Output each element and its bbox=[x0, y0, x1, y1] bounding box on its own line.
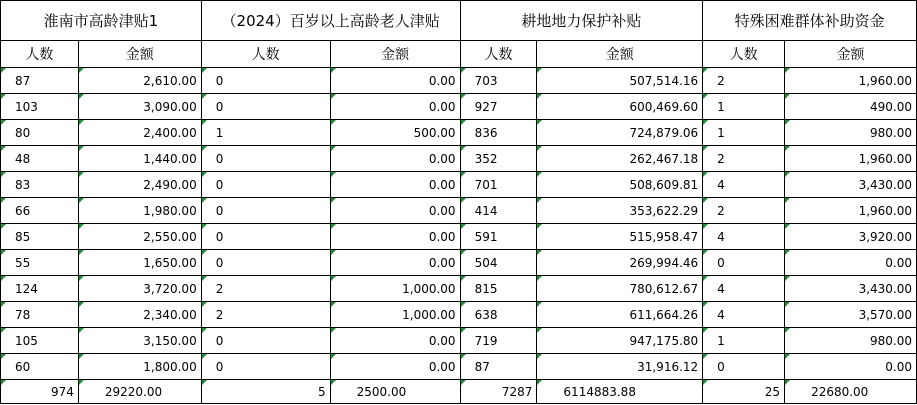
amount-cell: 3,430.00 bbox=[785, 172, 917, 198]
count-cell: 4 bbox=[703, 172, 785, 198]
count-cell: 0 bbox=[703, 354, 785, 380]
count-cell: 719 bbox=[460, 328, 537, 354]
amount-cell: 947,175.80 bbox=[537, 328, 703, 354]
count-cell: 103 bbox=[1, 94, 79, 120]
amount-cell: 0.00 bbox=[330, 328, 460, 354]
group-header-row bbox=[1, 1, 917, 41]
amount-cell: 0.00 bbox=[785, 250, 917, 276]
amount-cell: 724,879.06 bbox=[537, 120, 703, 146]
total-count-cell: 974 bbox=[1, 380, 79, 404]
group-title-centenarian-allowance: （2024）百岁以上高龄老人津贴 bbox=[201, 1, 460, 41]
amount-cell: 780,612.67 bbox=[537, 276, 703, 302]
amount-cell: 515,958.47 bbox=[537, 224, 703, 250]
amount-cell: 3,720.00 bbox=[78, 276, 201, 302]
table-row bbox=[1, 328, 917, 354]
column-header-count: 人数 bbox=[703, 41, 785, 68]
amount-cell: 1,000.00 bbox=[330, 276, 460, 302]
total-amount-cell: 29220.00 bbox=[78, 380, 201, 404]
amount-cell: 3,430.00 bbox=[785, 276, 917, 302]
count-cell: 0 bbox=[201, 146, 330, 172]
count-cell: 0 bbox=[703, 250, 785, 276]
table-row bbox=[1, 146, 917, 172]
count-cell: 0 bbox=[201, 172, 330, 198]
count-cell: 83 bbox=[1, 172, 79, 198]
amount-cell: 0.00 bbox=[330, 146, 460, 172]
amount-cell: 611,664.26 bbox=[537, 302, 703, 328]
count-cell: 703 bbox=[460, 68, 537, 94]
group-title-farmland-subsidy: 耕地地力保护补贴 bbox=[460, 1, 703, 41]
amount-cell: 353,622.29 bbox=[537, 198, 703, 224]
table-row bbox=[1, 224, 917, 250]
count-cell: 2 bbox=[703, 68, 785, 94]
count-cell: 4 bbox=[703, 276, 785, 302]
amount-cell: 0.00 bbox=[330, 172, 460, 198]
column-header-row bbox=[1, 41, 917, 68]
amount-cell: 1,000.00 bbox=[330, 302, 460, 328]
count-cell: 0 bbox=[201, 198, 330, 224]
count-cell: 105 bbox=[1, 328, 79, 354]
table-row bbox=[1, 94, 917, 120]
amount-cell: 3,150.00 bbox=[78, 328, 201, 354]
amount-cell: 0.00 bbox=[330, 224, 460, 250]
table-row bbox=[1, 302, 917, 328]
count-cell: 836 bbox=[460, 120, 537, 146]
amount-cell: 600,469.60 bbox=[537, 94, 703, 120]
amount-cell: 490.00 bbox=[785, 94, 917, 120]
amount-cell: 3,570.00 bbox=[785, 302, 917, 328]
amount-cell: 0.00 bbox=[330, 250, 460, 276]
count-cell: 0 bbox=[201, 250, 330, 276]
total-row bbox=[1, 380, 917, 404]
column-header-count: 人数 bbox=[201, 41, 330, 68]
table-row bbox=[1, 120, 917, 146]
count-cell: 2 bbox=[201, 302, 330, 328]
count-cell: 0 bbox=[201, 68, 330, 94]
count-cell: 4 bbox=[703, 224, 785, 250]
amount-cell: 2,610.00 bbox=[78, 68, 201, 94]
table-row bbox=[1, 68, 917, 94]
table-row bbox=[1, 276, 917, 302]
column-header-count: 人数 bbox=[1, 41, 79, 68]
count-cell: 66 bbox=[1, 198, 79, 224]
table-row bbox=[1, 172, 917, 198]
count-cell: 60 bbox=[1, 354, 79, 380]
count-cell: 2 bbox=[703, 198, 785, 224]
amount-cell: 2,340.00 bbox=[78, 302, 201, 328]
count-cell: 352 bbox=[460, 146, 537, 172]
table-row bbox=[1, 354, 917, 380]
amount-cell: 0.00 bbox=[330, 354, 460, 380]
amount-cell: 3,920.00 bbox=[785, 224, 917, 250]
count-cell: 0 bbox=[201, 354, 330, 380]
amount-cell: 508,609.81 bbox=[537, 172, 703, 198]
count-cell: 0 bbox=[201, 328, 330, 354]
amount-cell: 1,800.00 bbox=[78, 354, 201, 380]
column-header-count: 人数 bbox=[460, 41, 537, 68]
count-cell: 414 bbox=[460, 198, 537, 224]
amount-cell: 31,916.12 bbox=[537, 354, 703, 380]
amount-cell: 262,467.18 bbox=[537, 146, 703, 172]
amount-cell: 1,650.00 bbox=[78, 250, 201, 276]
count-cell: 2 bbox=[703, 146, 785, 172]
amount-cell: 0.00 bbox=[330, 94, 460, 120]
amount-cell: 507,514.16 bbox=[537, 68, 703, 94]
total-amount-cell: 6114883.88 bbox=[537, 380, 703, 404]
total-count-cell: 7287 bbox=[460, 380, 537, 404]
count-cell: 48 bbox=[1, 146, 79, 172]
amount-cell: 2,490.00 bbox=[78, 172, 201, 198]
table-row bbox=[1, 198, 917, 224]
total-count-cell: 25 bbox=[703, 380, 785, 404]
count-cell: 80 bbox=[1, 120, 79, 146]
count-cell: 0 bbox=[201, 94, 330, 120]
count-cell: 927 bbox=[460, 94, 537, 120]
count-cell: 0 bbox=[201, 224, 330, 250]
amount-cell: 500.00 bbox=[330, 120, 460, 146]
amount-cell: 1,440.00 bbox=[78, 146, 201, 172]
column-header-amount: 金额 bbox=[78, 41, 201, 68]
amount-cell: 269,994.46 bbox=[537, 250, 703, 276]
total-amount-cell: 2500.00 bbox=[330, 380, 460, 404]
column-header-amount: 金额 bbox=[537, 41, 703, 68]
amount-cell: 0.00 bbox=[785, 354, 917, 380]
amount-cell: 2,400.00 bbox=[78, 120, 201, 146]
amount-cell: 1,960.00 bbox=[785, 68, 917, 94]
count-cell: 1 bbox=[703, 120, 785, 146]
amount-cell: 980.00 bbox=[785, 120, 917, 146]
amount-cell: 1,980.00 bbox=[78, 198, 201, 224]
count-cell: 701 bbox=[460, 172, 537, 198]
count-cell: 55 bbox=[1, 250, 79, 276]
amount-cell: 980.00 bbox=[785, 328, 917, 354]
column-header-amount: 金额 bbox=[330, 41, 460, 68]
count-cell: 87 bbox=[1, 68, 79, 94]
count-cell: 591 bbox=[460, 224, 537, 250]
total-count-cell: 5 bbox=[201, 380, 330, 404]
table-row bbox=[1, 250, 917, 276]
group-title-elderly-allowance: 淮南市高龄津贴1 bbox=[1, 1, 202, 41]
column-header-amount: 金额 bbox=[785, 41, 917, 68]
count-cell: 85 bbox=[1, 224, 79, 250]
count-cell: 2 bbox=[201, 276, 330, 302]
amount-cell: 0.00 bbox=[330, 68, 460, 94]
amount-cell: 3,090.00 bbox=[78, 94, 201, 120]
count-cell: 504 bbox=[460, 250, 537, 276]
count-cell: 638 bbox=[460, 302, 537, 328]
count-cell: 1 bbox=[703, 94, 785, 120]
count-cell: 4 bbox=[703, 302, 785, 328]
amount-cell: 1,960.00 bbox=[785, 146, 917, 172]
count-cell: 78 bbox=[1, 302, 79, 328]
count-cell: 1 bbox=[201, 120, 330, 146]
amount-cell: 1,960.00 bbox=[785, 198, 917, 224]
count-cell: 87 bbox=[460, 354, 537, 380]
group-title-special-hardship-fund: 特殊困难群体补助资金 bbox=[703, 1, 917, 41]
count-cell: 124 bbox=[1, 276, 79, 302]
amount-cell: 0.00 bbox=[330, 198, 460, 224]
count-cell: 1 bbox=[703, 328, 785, 354]
total-amount-cell: 22680.00 bbox=[785, 380, 917, 404]
amount-cell: 2,550.00 bbox=[78, 224, 201, 250]
count-cell: 815 bbox=[460, 276, 537, 302]
